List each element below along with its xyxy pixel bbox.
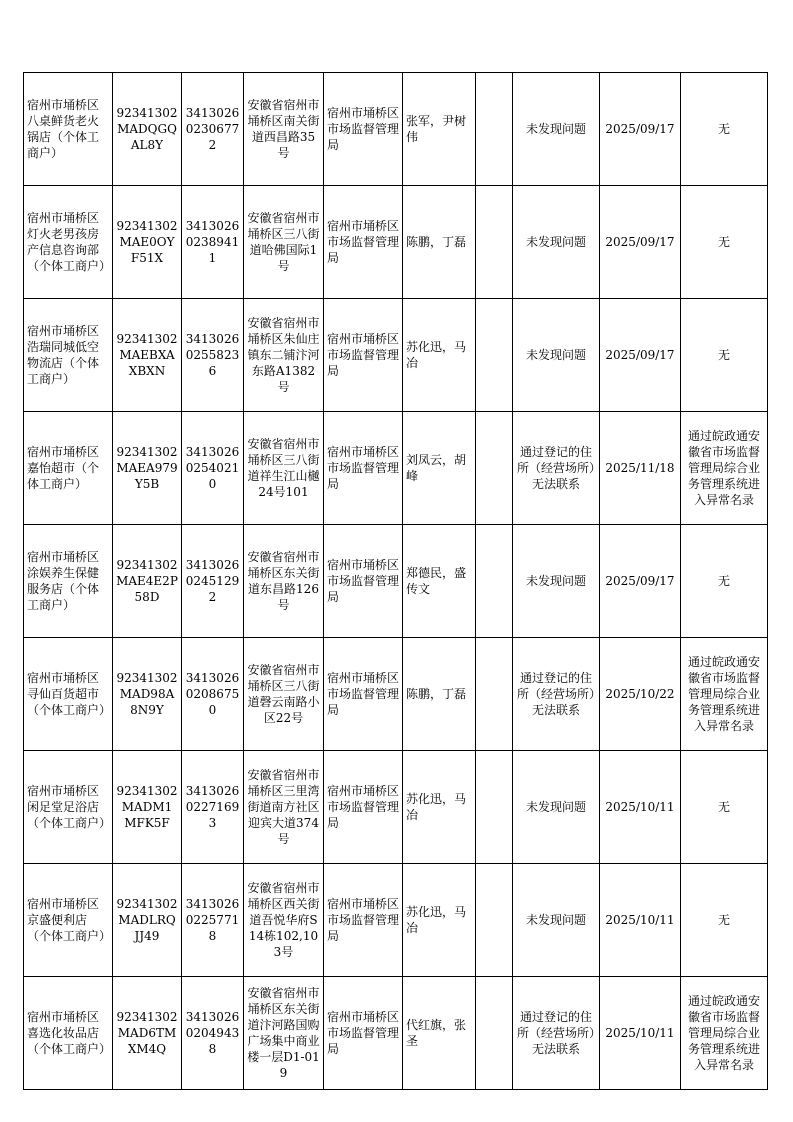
credit-code-cell: 92341302MAE0OYF51X	[113, 186, 182, 299]
business-name-cell: 宿州市埇桥区嘉怡超市（个体工商户）	[24, 412, 113, 525]
address-cell: 安徽省宿州市埇桥区朱仙庄镇东二铺汴河东路A1382号	[244, 299, 324, 412]
authority-cell: 宿州市埇桥区市场监督管理局	[324, 73, 403, 186]
inspection-date-cell: 2025/09/17	[600, 186, 681, 299]
inspectors-cell: 郑德民，盛传文	[403, 525, 476, 638]
inspection-date-cell: 2025/09/17	[600, 299, 681, 412]
address-cell: 安徽省宿州市埇桥区三八街道哈佛国际1号	[244, 186, 324, 299]
inspection-result-cell: 未发现问题	[513, 73, 600, 186]
credit-code-cell: 92341302MADM1MFK5F	[113, 751, 182, 864]
inspection-result-cell: 通过登记的住所（经营场所）无法联系	[513, 638, 600, 751]
business-name-cell: 宿州市埇桥区涂娱养生保健服务店（个体工商户）	[24, 525, 113, 638]
blank-cell	[476, 73, 513, 186]
registration-number-cell: 341302602451292	[182, 525, 244, 638]
handling-cell: 无	[681, 186, 768, 299]
handling-cell: 通过皖政通安徽省市场监督管理局综合业务管理系统进入异常名录	[681, 977, 768, 1090]
credit-code-cell: 92341302MAEBXAXBXN	[113, 299, 182, 412]
credit-code-cell: 92341302MAD6TMXM4Q	[113, 977, 182, 1090]
address-cell: 安徽省宿州市埇桥区东关街道汴河路国购广场集中商业楼一层D1-019	[244, 977, 324, 1090]
blank-cell	[476, 186, 513, 299]
inspection-result-cell: 未发现问题	[513, 751, 600, 864]
authority-cell: 宿州市埇桥区市场监督管理局	[324, 412, 403, 525]
blank-cell	[476, 977, 513, 1090]
authority-cell: 宿州市埇桥区市场监督管理局	[324, 638, 403, 751]
registration-number-cell: 341302602389411	[182, 186, 244, 299]
business-name-cell: 宿州市埇桥区浩瑞同城低空物流店（个体工商户）	[24, 299, 113, 412]
table-row	[24, 638, 768, 751]
blank-cell	[476, 864, 513, 977]
table-row	[24, 299, 768, 412]
credit-code-cell: 92341302MAEA979Y5B	[113, 412, 182, 525]
business-name-cell: 宿州市埇桥区灯火老男孩房产信息咨询部（个体工商户）	[24, 186, 113, 299]
handling-cell: 通过皖政通安徽省市场监督管理局综合业务管理系统进入异常名录	[681, 638, 768, 751]
inspection-result-cell: 未发现问题	[513, 525, 600, 638]
registration-number-cell: 341302602558236	[182, 299, 244, 412]
registration-number-cell: 341302602086750	[182, 638, 244, 751]
business-name-cell: 宿州市埇桥区闲足堂足浴店（个体工商户）	[24, 751, 113, 864]
inspection-result-cell: 通过登记的住所（经营场所）无法联系	[513, 977, 600, 1090]
registration-number-cell: 341302602271693	[182, 751, 244, 864]
inspection-date-cell: 2025/10/11	[600, 751, 681, 864]
authority-cell: 宿州市埇桥区市场监督管理局	[324, 751, 403, 864]
table-row	[24, 525, 768, 638]
address-cell: 安徽省宿州市埇桥区南关街道西昌路35号	[244, 73, 324, 186]
credit-code-cell: 92341302MADLRQJJ49	[113, 864, 182, 977]
inspection-result-cell: 未发现问题	[513, 186, 600, 299]
inspectors-cell: 张军，尹树伟	[403, 73, 476, 186]
inspection-date-cell: 2025/09/17	[600, 525, 681, 638]
handling-cell: 无	[681, 864, 768, 977]
table-row	[24, 73, 768, 186]
handling-cell: 无	[681, 751, 768, 864]
address-cell: 安徽省宿州市埇桥区三八街道祥生江山樾24号101	[244, 412, 324, 525]
inspection-date-cell: 2025/09/17	[600, 73, 681, 186]
address-cell: 安徽省宿州市埇桥区三八街道磬云南路小区22号	[244, 638, 324, 751]
business-name-cell: 宿州市埇桥区喜选化妆品店（个体工商户）	[24, 977, 113, 1090]
authority-cell: 宿州市埇桥区市场监督管理局	[324, 864, 403, 977]
registration-number-cell: 341302602540210	[182, 412, 244, 525]
inspectors-cell: 刘凤云，胡峰	[403, 412, 476, 525]
registration-number-cell: 341302602306772	[182, 73, 244, 186]
inspectors-cell: 代红旗，张圣	[403, 977, 476, 1090]
handling-cell: 无	[681, 73, 768, 186]
blank-cell	[476, 751, 513, 864]
inspection-result-cell: 未发现问题	[513, 299, 600, 412]
table-row	[24, 864, 768, 977]
table-row	[24, 412, 768, 525]
business-name-cell: 宿州市埇桥区八桌鲜货老火锅店（个体工商户）	[24, 73, 113, 186]
handling-cell: 无	[681, 299, 768, 412]
authority-cell: 宿州市埇桥区市场监督管理局	[324, 977, 403, 1090]
business-name-cell: 宿州市埇桥区寻仙百货超市（个体工商户）	[24, 638, 113, 751]
inspection-date-cell: 2025/11/18	[600, 412, 681, 525]
authority-cell: 宿州市埇桥区市场监督管理局	[324, 186, 403, 299]
business-name-cell: 宿州市埇桥区京盛便利店（个体工商户）	[24, 864, 113, 977]
inspection-results-table	[23, 72, 768, 1090]
inspection-date-cell: 2025/10/11	[600, 977, 681, 1090]
table-row	[24, 977, 768, 1090]
address-cell: 安徽省宿州市埇桥区三里湾街道南方社区迎宾大道374号	[244, 751, 324, 864]
inspection-date-cell: 2025/10/22	[600, 638, 681, 751]
blank-cell	[476, 412, 513, 525]
handling-cell: 无	[681, 525, 768, 638]
registration-number-cell: 341302602257718	[182, 864, 244, 977]
address-cell: 安徽省宿州市埇桥区西关街道吾悦华府S14栋102,103号	[244, 864, 324, 977]
inspectors-cell: 苏化迅，马冶	[403, 864, 476, 977]
inspection-result-cell: 通过登记的住所（经营场所）无法联系	[513, 412, 600, 525]
blank-cell	[476, 525, 513, 638]
blank-cell	[476, 299, 513, 412]
blank-cell	[476, 638, 513, 751]
credit-code-cell: 92341302MAE4E2P58D	[113, 525, 182, 638]
credit-code-cell: 92341302MAD98A8N9Y	[113, 638, 182, 751]
table-row	[24, 186, 768, 299]
inspection-date-cell: 2025/10/11	[600, 864, 681, 977]
inspectors-cell: 陈鹏，丁磊	[403, 638, 476, 751]
registration-number-cell: 341302602049438	[182, 977, 244, 1090]
table-body	[24, 73, 768, 1090]
inspectors-cell: 苏化迅，马冶	[403, 751, 476, 864]
credit-code-cell: 92341302MADQGQAL8Y	[113, 73, 182, 186]
table-row	[24, 751, 768, 864]
inspection-result-cell: 未发现问题	[513, 864, 600, 977]
inspectors-cell: 苏化迅，马冶	[403, 299, 476, 412]
address-cell: 安徽省宿州市埇桥区东关街道东昌路126号	[244, 525, 324, 638]
authority-cell: 宿州市埇桥区市场监督管理局	[324, 299, 403, 412]
inspectors-cell: 陈鹏，丁磊	[403, 186, 476, 299]
authority-cell: 宿州市埇桥区市场监督管理局	[324, 525, 403, 638]
handling-cell: 通过皖政通安徽省市场监督管理局综合业务管理系统进入异常名录	[681, 412, 768, 525]
